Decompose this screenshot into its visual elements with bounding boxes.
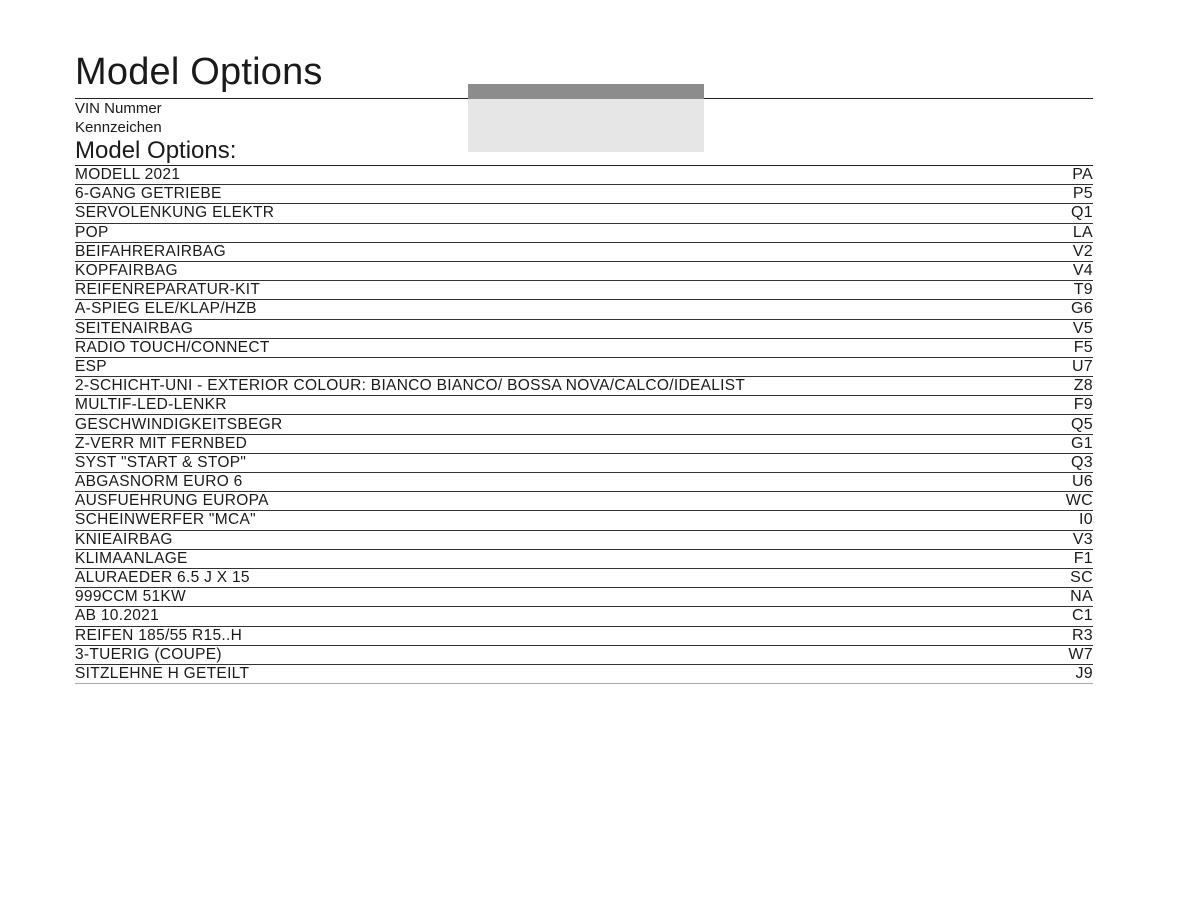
option-code: P5 [1072,185,1093,203]
section-title: Model Options: [75,137,237,164]
option-name: GESCHWINDIGKEITSBEGR [75,415,283,433]
option-code: V5 [1072,319,1093,337]
option-row [75,415,1093,434]
option-row [75,300,1093,319]
option-name: 2-SCHICHT-UNI - EXTERIOR COLOUR: BIANCO BIANCO/ BOSSA NOVA/CALCO/IDEALIST [75,377,746,395]
option-row [75,185,1093,204]
option-name: ALURAEDER 6.5 J X 15 [75,569,250,587]
option-code: F9 [1073,396,1093,414]
option-code: F5 [1073,338,1093,356]
option-name: MULTIF-LED-LENKR [75,396,227,414]
option-row [75,492,1093,511]
option-name: POP [75,223,109,241]
option-code: Q1 [1071,204,1093,222]
option-code: LA [1072,223,1093,241]
option-name: AUSFUEHRUNG EUROPA [75,492,269,510]
plate-label: Kennzeichen [75,119,162,136]
option-code: V3 [1072,530,1093,548]
redaction-box [468,84,704,152]
option-code: T9 [1073,281,1093,299]
option-name: BEIFAHRERAIRBAG [75,242,226,260]
option-name: KOPFAIRBAG [75,262,178,280]
option-name: SITZLEHNE H GETEILT [75,664,250,682]
option-code: Q3 [1071,453,1093,471]
option-code: R3 [1071,626,1093,644]
option-row [75,281,1093,300]
option-code: G1 [1071,434,1093,452]
option-row [75,204,1093,223]
option-code: V4 [1072,262,1093,280]
option-name: SEITENAIRBAG [75,319,194,337]
option-name: 3-TUERIG (COUPE) [75,645,222,663]
option-code: C1 [1071,607,1093,625]
option-row [75,473,1093,492]
option-row [75,607,1093,626]
vin-label: VIN Nummer [75,100,162,117]
option-name: KNIEAIRBAG [75,530,173,548]
option-row [75,320,1093,339]
redaction-bar [468,84,704,99]
option-row [75,377,1093,396]
option-name: SYST "START & STOP" [75,453,247,471]
option-name: RADIO TOUCH/CONNECT [75,338,270,356]
option-name: A-SPIEG ELE/KLAP/HZB [75,300,257,318]
option-code: NA [1070,588,1093,606]
option-name: ABGASNORM EURO 6 [75,473,243,491]
options-table [75,165,1093,684]
option-name: MODELL 2021 [75,166,181,184]
option-code: PA [1072,166,1093,184]
option-row [75,550,1093,569]
option-row [75,224,1093,243]
option-row [75,339,1093,358]
option-code: G6 [1071,300,1093,318]
option-name: SCHEINWERFER "MCA" [75,511,256,529]
option-code: SC [1070,569,1093,587]
option-row [75,588,1093,607]
option-code: Z8 [1073,377,1093,395]
page-title: Model Options [75,51,323,93]
option-code: V2 [1072,242,1093,260]
option-row [75,166,1093,185]
option-name: 999CCM 51KW [75,588,186,606]
option-code: U6 [1071,473,1093,491]
option-row [75,569,1093,588]
option-code: W7 [1068,645,1093,663]
option-code: I0 [1079,511,1093,529]
option-name: Z-VERR MIT FERNBED [75,434,248,452]
option-code: Q5 [1071,415,1093,433]
option-row [75,627,1093,646]
option-row [75,511,1093,530]
option-row [75,262,1093,281]
option-row [75,665,1093,684]
option-row [75,531,1093,550]
option-name: REIFENREPARATUR-KIT [75,281,261,299]
option-code: F1 [1073,549,1093,567]
option-row [75,243,1093,262]
option-row [75,435,1093,454]
option-name: ESP [75,357,107,375]
option-code: U7 [1071,357,1093,375]
option-name: KLIMAANLAGE [75,549,188,567]
option-row [75,358,1093,377]
option-row [75,454,1093,473]
option-code: WC [1065,492,1093,510]
option-row [75,646,1093,665]
option-name: AB 10.2021 [75,607,160,625]
option-code: J9 [1075,664,1093,682]
option-row [75,396,1093,415]
option-name: 6-GANG GETRIEBE [75,185,222,203]
option-name: SERVOLENKUNG ELEKTR [75,204,275,222]
option-name: REIFEN 185/55 R15..H [75,626,243,644]
